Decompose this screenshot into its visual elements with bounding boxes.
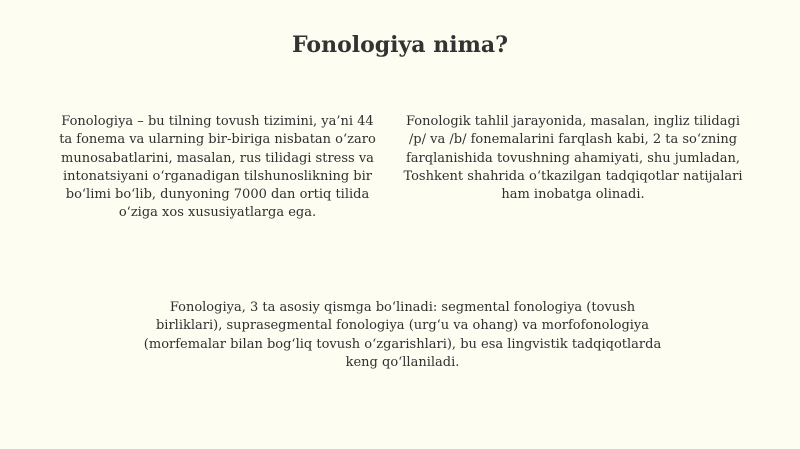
paragraph-left: Fonologiya – bu tilning tovush tizimini, ya’ni 44 ta fonema va ularning bir-biriga nisbatan o‘zaro munosabatlarini, masalan, rus tilidagi stress va intonatsiyani o‘rganadigan tilshunoslikning bir bo‘limi bo‘lib, dunyoning 7000 dan ortiq tilida o‘ziga xos xususiyatlarga ega.	[59, 114, 376, 221]
slide-title: Fonologiya nima?	[291, 32, 508, 58]
paragraph-right: Fonologik tahlil jarayonida, masalan, ingliz tilidagi /p/ va /b/ fonemalarini farqlash kabi, 2 ta so‘zning farqlanishida tovushning ahamiyati, shu jumladan, Toshkent shahrida o‘tkazilgan tadqiqotlar natijalari ham inobatga olinadi.	[403, 114, 743, 203]
paragraph-bottom: Fonologiya, 3 ta asosiy qismga bo‘linadi: segmental fonologiya (tovush birliklari), suprasegmental fonologiya (urg‘u va ohang) va morfofonologiya (morfemalar bilan bog‘liq tovush o‘zgarishlari), bu esa lingvistik tadqiqotlarda keng qo‘llaniladi.	[143, 300, 662, 370]
